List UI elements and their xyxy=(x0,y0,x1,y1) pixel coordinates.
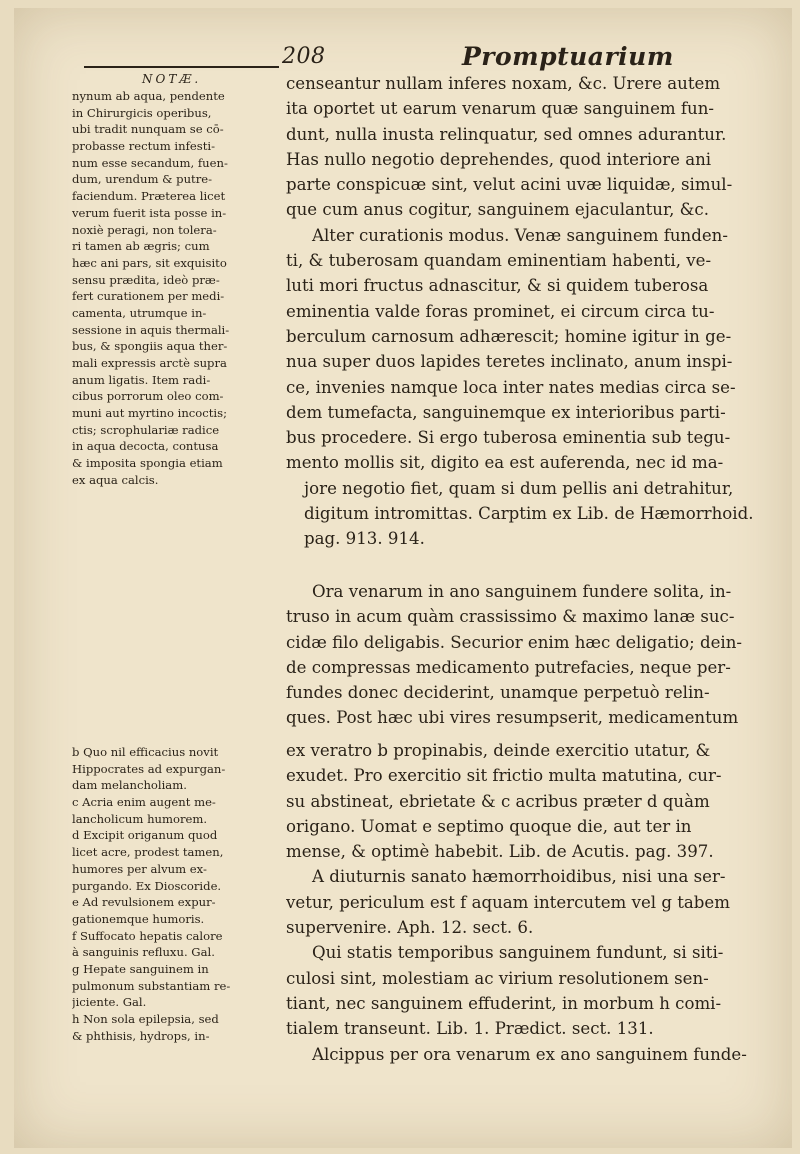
text-line: vetur, periculum est f aquam intercutem vel g tabem xyxy=(286,892,730,912)
note-line: in aqua decocta, contusa xyxy=(72,439,219,454)
note-line: num esse secandum, fuen- xyxy=(72,155,228,170)
note-line: jiciente. Gal. xyxy=(72,995,147,1010)
main-text-block-1 xyxy=(286,71,800,552)
note-line: probasse rectum infesti- xyxy=(72,139,215,154)
note-line: noxiè peragi, non tolera- xyxy=(72,222,217,237)
note-line: purgando. Ex Dioscoride. xyxy=(72,878,222,893)
note-line: muni aut myrtino incoctis; xyxy=(72,406,227,421)
note-line: faciendum. Præterea licet xyxy=(72,189,226,204)
note-line: d Excipit origanum quod xyxy=(72,828,218,843)
text-line: ita oportet ut earum venarum quæ sanguinem fun- xyxy=(286,99,715,119)
note-line: c Acria enim augent me- xyxy=(72,795,216,810)
note-line: f Suffocato hepatis calore xyxy=(72,928,223,943)
text-line: mento mollis sit, digito ea est auferenda, nec id ma- xyxy=(286,453,724,473)
text-line: digitum intromittas. Carptim ex Lib. de Hæmorrhoid. xyxy=(304,504,754,524)
note-line: & imposita spongia etiam xyxy=(72,456,223,471)
text-line: censeantur nullam inferes noxam, &c. Urere autem xyxy=(286,74,721,93)
note-line: anum ligatis. Item radi- xyxy=(72,372,211,387)
note-line: humores per alvum ex- xyxy=(72,861,207,876)
text-line: A diuturnis sanato hæmorrhoidibus, nisi una ser- xyxy=(312,867,726,887)
page-number: 208 xyxy=(282,44,326,69)
note-line: lancholicum humorem. xyxy=(72,811,208,826)
note-line: hæc ani pars, sit exquisito xyxy=(72,255,227,270)
text-line: jore negotio fiet, quam si dum pellis ani detrahitur, xyxy=(304,478,734,498)
text-line: parte conspicuæ sint, velut acini uvæ liquidæ, simul- xyxy=(286,175,733,195)
text-line: supervenire. Aph. 12. sect. 6. xyxy=(286,918,534,938)
note-line: gationemque humoris. xyxy=(72,911,205,926)
note-line: & phthisis, hydrops, in- xyxy=(72,1028,210,1043)
note-line: ctis; scrophulariæ radice xyxy=(72,422,220,437)
text-line: de compressas medicamento putrefacies, neque per- xyxy=(286,657,731,677)
note-line: à sanguinis refluxu. Gal. xyxy=(72,945,215,960)
text-line: Alter curationis modus. Venæ sanguinem funden- xyxy=(312,225,728,245)
text-line: bus procedere. Si ergo tuberosa eminentia sub tegu- xyxy=(286,428,731,448)
text-line: eminentia valde foras prominet, ei circum circa tu- xyxy=(286,301,715,321)
note-line: dam melancholiam. xyxy=(72,778,187,793)
text-line: Ora venarum in ano sanguinem fundere solita, in- xyxy=(312,582,732,601)
note-line: Hippocrates ad expurgan- xyxy=(72,761,226,776)
text-line: truso in acum quàm crassissimo & maximo lanæ suc- xyxy=(286,607,735,627)
note-line: h Non sola epilepsia, sed xyxy=(72,1012,219,1026)
note-line: licet acre, prodest tamen, xyxy=(72,845,224,860)
text-line: ti, & tuberosam quandam eminentiam habenti, ve- xyxy=(286,251,712,271)
note-line: camenta, utrumque in- xyxy=(72,305,207,320)
note-line: verum fuerit ista posse in- xyxy=(72,205,227,220)
text-line: culosi sint, molestiam ac virium resolutionem sen- xyxy=(286,968,709,988)
note-line: mali expressis arctè supra xyxy=(72,356,227,370)
text-line: luti mori fructus adnascitur, & si quidem tuberosa xyxy=(286,276,709,296)
note-line: ubi tradit nunquam se cō- xyxy=(72,122,224,137)
note-line: g Hepate sanguinem in xyxy=(72,961,209,976)
text-line: exudet. Pro exercitio sit frictio multa matutina, cur- xyxy=(286,766,722,786)
text-line: mense, & optimè habebit. Lib. de Acutis. pag. 397. xyxy=(286,842,714,862)
text-line: cidæ filo deligabis. Securior enim hæc deligatio; dein- xyxy=(286,632,743,652)
note-line: sessione in aquis thermali- xyxy=(72,322,230,337)
text-line: tialem transeunt. Lib. 1. Prædict. sect. 131. xyxy=(286,1019,654,1039)
note-line: b Quo nil efficacius novit xyxy=(72,745,219,759)
text-line: ques. Post hæc ubi vires resumpserit, medicamentum xyxy=(286,708,739,728)
text-line: dem tumefacta, sanguinemque ex interioribus parti- xyxy=(286,402,726,422)
notes-heading: NOTÆ. xyxy=(142,72,202,86)
text-line: ex veratro b propinabis, deinde exercitio utatur, & xyxy=(286,741,711,760)
running-title: Promptuarium xyxy=(462,42,674,71)
note-line: cibus porrorum oleo com- xyxy=(72,389,224,404)
text-line: que cum anus cogitur, sanguinem ejaculantur, &c. xyxy=(286,200,709,220)
margin-notes-upper xyxy=(72,88,284,489)
note-line: ex aqua calcis. xyxy=(72,472,159,487)
text-line: berculum carnosum adhærescit; homine igitur in ge- xyxy=(286,326,732,346)
text-line: su abstineat, ebrietate & c acribus præter d quàm xyxy=(286,791,710,811)
text-line: Qui statis temporibus sanguinem fundunt, si siti- xyxy=(312,943,724,963)
main-text-block-2 xyxy=(286,579,800,731)
book-page xyxy=(14,8,792,1148)
margin-notes-lower xyxy=(72,744,284,1044)
text-line: tiant, nec sanguinem effuderint, in morbum h comi- xyxy=(286,993,722,1013)
note-line: nynum ab aqua, pendente xyxy=(72,89,225,103)
text-line: dunt, nulla inusta relinquatur, sed omnes adurantur. xyxy=(286,124,727,144)
note-line: in Chirurgicis operibus, xyxy=(72,105,212,120)
text-line: nua super duos lapides teretes inclinato, anum inspi- xyxy=(286,352,733,372)
text-line: ce, invenies namque loca inter nates medias circa se- xyxy=(286,377,736,397)
text-line: origano. Uomat e septimo quoque die, aut ter in xyxy=(286,816,692,836)
note-line: fert curationem per medi- xyxy=(72,289,225,304)
note-line: bus, & spongiis aqua ther- xyxy=(72,339,228,354)
note-line: sensu prædita, ideò præ- xyxy=(72,272,220,287)
note-line: pulmonum substantiam re- xyxy=(72,978,231,993)
note-line: ri tamen ab ægris; cum xyxy=(72,239,210,254)
main-text-block-3 xyxy=(286,738,800,1067)
note-line: e Ad revulsionem expur- xyxy=(72,895,216,910)
note-line: dum, urendum & putre- xyxy=(72,172,213,187)
text-line: Has nullo negotio deprehendes, quod interiore ani xyxy=(286,149,712,169)
text-line: fundes donec deciderint, unamque perpetuò relin- xyxy=(286,683,710,703)
text-line: Alcippus per ora venarum ex ano sanguinem funde- xyxy=(312,1044,747,1064)
text-line: pag. 913. 914. xyxy=(304,529,425,549)
header-rule xyxy=(84,66,279,68)
